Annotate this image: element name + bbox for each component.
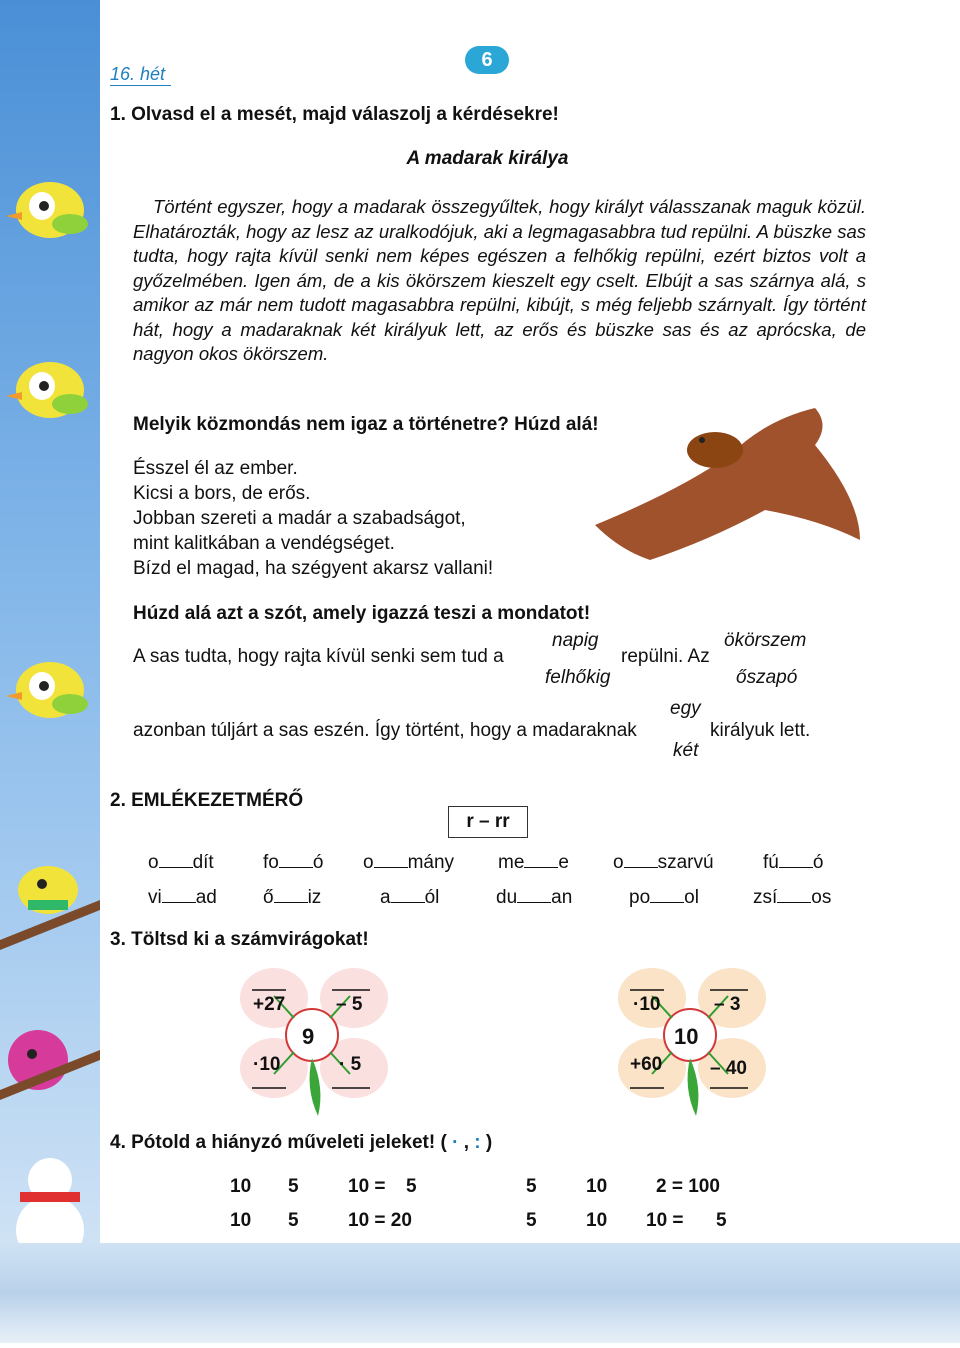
sentence1-part-b: repülni. Az [621, 646, 710, 667]
word-gap: a ól [380, 887, 440, 908]
flower1-op: – 5 [336, 994, 363, 1015]
eq-number: 5 [526, 1210, 537, 1231]
decorative-sidebar [0, 0, 100, 1343]
flower1-op: +27 [253, 994, 286, 1015]
word-gap: o mány [363, 852, 455, 873]
option-ket[interactable]: két [673, 740, 699, 761]
flower1-op: ·10 [253, 1054, 281, 1075]
task3-title: 3. Töltsd ki a számvirágokat! [110, 929, 369, 950]
bird-illustrations [0, 0, 100, 1343]
bird-icon [6, 362, 88, 418]
word-gap: po ol [629, 887, 699, 908]
eq-number: 10 = [348, 1176, 386, 1197]
word-gap: du an [496, 887, 573, 908]
sentence1-part-a: A sas tudta, hogy rajta kívül senki sem tud a [133, 646, 504, 667]
proverb-item[interactable]: Kicsi a bors, de erős. [133, 483, 311, 504]
eq-number: 10 [586, 1176, 608, 1197]
option-egy[interactable]: egy [670, 698, 701, 719]
word-gap: me e [498, 852, 569, 873]
gap-input[interactable] [777, 888, 811, 903]
task2-title: 2. EMLÉKEZETMÉRŐ [110, 790, 304, 811]
flower1-center: 9 [302, 1024, 315, 1049]
bird-icon [6, 662, 88, 718]
word-gap: fú ó [763, 852, 824, 873]
gap-input[interactable] [159, 853, 193, 868]
rule-box: r – rr [448, 806, 528, 838]
word-gap: fo ó [263, 852, 324, 873]
winter-scene-illustration [0, 1243, 960, 1343]
word-gap: o szarvú [613, 852, 714, 873]
option-okorszem[interactable]: ökörszem [724, 630, 807, 651]
eq-number: 2 = 100 [656, 1176, 720, 1197]
proverb-list [133, 456, 493, 581]
gap-input[interactable] [524, 853, 558, 868]
word-gap: ő iz [263, 887, 322, 908]
task4-title: 4. Pótold a hiányzó műveleti jeleket! ( · , : ) [110, 1132, 493, 1153]
sentence2-part-b: királyuk lett. [710, 720, 811, 741]
eq-number: 10 = [646, 1210, 684, 1231]
eq-number: 5 [716, 1210, 727, 1231]
bird-icon [6, 182, 88, 238]
proverb-item[interactable]: Ésszel él az ember. [133, 458, 298, 479]
gap-input[interactable] [279, 853, 313, 868]
eq-number: 10 [230, 1176, 252, 1197]
option-oszapo[interactable]: őszapó [736, 667, 798, 688]
week-label: 16. hét [110, 64, 171, 86]
word-gap: zsí os [753, 887, 832, 908]
option-napig[interactable]: napig [552, 630, 599, 651]
flower2-op: +60 [630, 1054, 663, 1075]
word-gap: o dít [148, 852, 214, 873]
bird-icon [18, 866, 78, 914]
proverb-question: Melyik közmondás nem igaz a történetre? Húzd alá! [133, 414, 599, 435]
gap-input[interactable] [650, 888, 684, 903]
story-paragraph: Történt egyszer, hogy a madarak összegyűltek, hogy királyt válasszanak maguk közül. Elhatározták, hogy az lesz az uralkodójuk, aki a legmagasabbra tud repülni. A büszke sas tudta, hogy rajta kívül senki nem képes egészen a felhőkig repülni, ezért biztos volt a győzelmében. Igen ám, de a kis ökörszem kieszelt egy cselt. Elbújt a sas szárnya alá, s amikor az már nem tudott magasabbra repülni, kibújt, s még feljebb szárnyalt. Így történt hát, hogy a madaraknak két királyuk lett, az erős és büszke sas és az aprócska, de nagyon okos ökörszem. [133, 196, 866, 364]
eq-number: 5 [406, 1176, 417, 1197]
page-number-badge: 6 [465, 46, 509, 74]
eagle-illustration [590, 400, 865, 570]
gap-input[interactable] [624, 853, 658, 868]
gap-input[interactable] [779, 853, 813, 868]
eq-number: 5 [526, 1176, 537, 1197]
story-text [133, 195, 866, 367]
eq-number: 5 [288, 1176, 299, 1197]
proverb-item[interactable]: Bízd el magad, ha szégyent akarsz vallani! [133, 558, 494, 579]
flower1-op: · 5 [339, 1054, 362, 1075]
flower2-op: ·10 [633, 994, 661, 1015]
story-title: A madarak királya [406, 148, 569, 169]
proverb-item[interactable]: mint kalitkában a vendégséget. [133, 533, 395, 554]
flower2-op: – 3 [714, 994, 741, 1015]
gap-input[interactable] [391, 888, 425, 903]
eq-number: 10 [586, 1210, 608, 1231]
gap-input[interactable] [274, 888, 308, 903]
option-felhokig[interactable]: felhőkig [545, 667, 611, 688]
gap-input[interactable] [162, 888, 196, 903]
gap-input[interactable] [517, 888, 551, 903]
gap-input[interactable] [374, 853, 408, 868]
number-flower-1 [230, 958, 400, 1120]
proverb-item[interactable]: Jobban szereti a madár a szabadságot, [133, 508, 466, 529]
eq-number: 5 [288, 1210, 299, 1231]
eq-number: 10 [230, 1210, 252, 1231]
word-question: Húzd alá azt a szót, amely igazzá teszi a mondatot! [133, 603, 591, 624]
eq-number: 10 = 20 [348, 1210, 412, 1231]
word-gap: vi ad [148, 887, 217, 908]
sentence2-part-a: azonban túljárt a sas eszén. Így történt, hogy a madaraknak [133, 720, 637, 741]
flower2-center: 10 [674, 1024, 699, 1049]
task1-instruction: 1. Olvasd el a mesét, majd válaszolj a kérdésekre! [110, 104, 559, 125]
flower2-op: – 40 [710, 1058, 747, 1079]
